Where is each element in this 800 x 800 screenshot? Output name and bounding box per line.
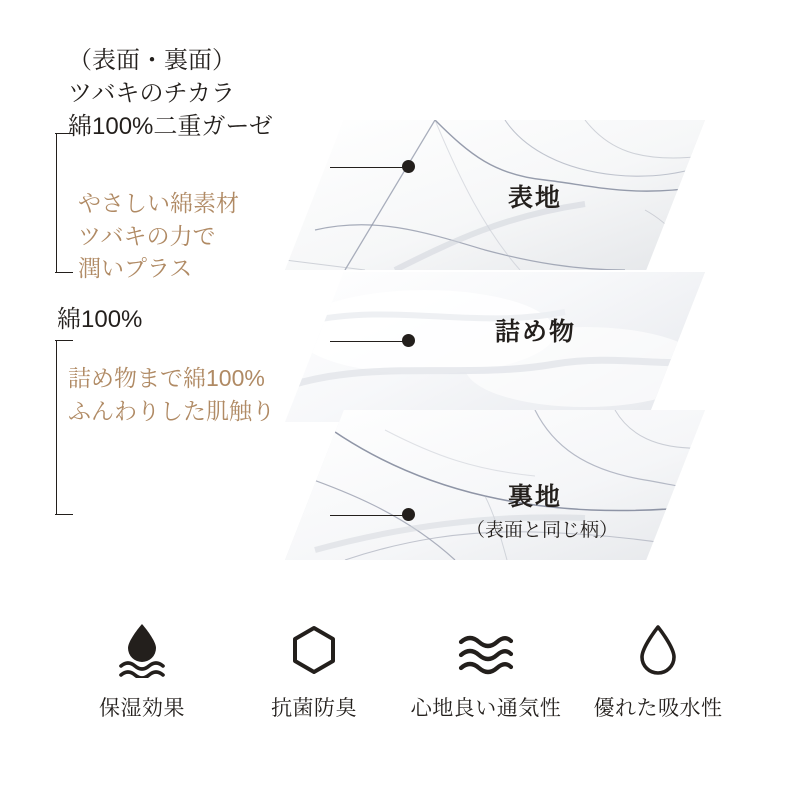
fabric-texture-top-icon [285,120,705,270]
callout-surface-benefit-line-1: やさしい綿素材 [78,190,239,216]
feature-caption-breathability: 心地良い通気性 [410,697,562,720]
callout-surface-benefit-line-3: 潤いプラス [78,255,193,282]
leader-line-bottom [330,515,406,516]
callout-filling-title [57,303,142,336]
layer-sublabel-bottom: （表面と同じ柄） [466,520,619,541]
layer-label-middle: 詰め物 [495,318,577,346]
layer-label-bottom: 裏地 [508,483,563,511]
callout-surface-benefit [78,187,239,285]
feature-caption-moisture: 保湿効果 [99,697,185,720]
callout-surface-title [68,44,273,143]
leader-line-middle [330,341,406,342]
callout-surface-line-3: 綿100%二重ガーゼ [68,113,273,141]
callout-filling-benefit-line-2: ふんわりした肌触り [68,397,275,424]
callout-surface-line-1: （表面・裏面） [68,47,236,74]
hexagon-antibacterial-glyph [287,622,341,678]
callout-surface-benefit-line-2: ツバキの力で [78,222,216,249]
feature-antibacterial [228,620,400,722]
airflow-waves-icon [455,620,517,678]
callout-filling-benefit [68,362,275,427]
bracket-surface [56,133,57,273]
feature-caption-antibacterial: 抗菌防臭 [271,697,357,720]
water-drop-icon [635,620,681,678]
layer-label-top: 表地 [508,184,563,212]
callout-filling-benefit-line-1: 詰め物まで綿100% [68,365,265,391]
callout-surface-line-2: ツバキのチカラ [68,80,236,108]
feature-caption-absorbency: 優れた吸水性 [593,697,723,720]
feature-moisture [56,620,228,722]
leader-line-top [330,167,406,168]
airflow-waves-glyph [455,622,517,678]
feature-breathability [400,620,572,722]
hexagon-antibacterial-icon [287,620,341,678]
feature-absorbency [572,620,744,722]
moisture-drop-waves-icon [115,620,169,678]
moisture-drop-waves-glyph [115,622,169,678]
callout-filling-line-1: 綿100% [57,306,143,333]
water-drop-glyph [635,622,681,678]
fabric-swatch-top [285,120,705,270]
bracket-filling [56,340,57,515]
features-row [0,620,800,722]
